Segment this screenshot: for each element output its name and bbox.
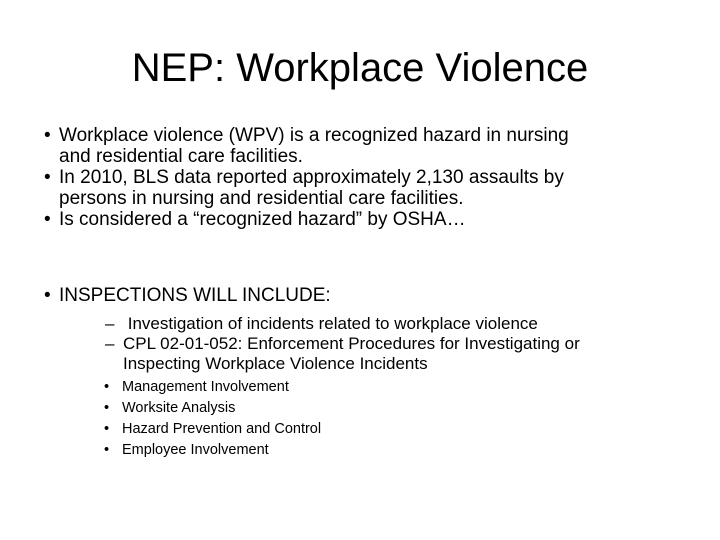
bullet-text-line: In 2010, BLS data reported approximately 2,130 assaults by (59, 167, 564, 188)
sub-sub-item-text: Employee Involvement (122, 442, 269, 458)
spacer (44, 230, 684, 285)
dash-marker: – (105, 334, 115, 353)
spacer (44, 306, 684, 314)
sub-item-text-line: Investigation of incidents related to workplace violence (123, 314, 538, 333)
bullet-text-line: Workplace violence (WPV) is a recognized hazard in nursing (59, 125, 569, 146)
bullet-text-line: and residential care facilities. (59, 146, 303, 167)
dash-marker: – (105, 314, 115, 333)
dot-marker: • (104, 421, 110, 437)
bullet-recognized-hazard (44, 209, 684, 230)
sub-sub-item-worksite (104, 398, 684, 419)
sub-item-investigation (105, 314, 684, 334)
bullet-text-line: Is considered a “recognized hazard” by OSHA… (59, 209, 466, 230)
dot-marker: • (104, 400, 110, 416)
bullet-text-line: persons in nursing and residential care facilities. (59, 188, 464, 209)
bullet-inspections-heading (44, 285, 684, 306)
sub-sub-item-employee (104, 440, 684, 461)
sub-sub-item-text: Hazard Prevention and Control (122, 421, 322, 437)
slide-title: NEP: Workplace Violence (131, 46, 589, 90)
bullet-wpv-hazard (44, 125, 684, 167)
sub-sub-item-text: Management Involvement (122, 379, 289, 395)
slide-body (44, 125, 684, 461)
dot-marker: • (104, 379, 110, 395)
sub-item-cpl-directive (105, 334, 684, 374)
sub-sub-item-text: Worksite Analysis (122, 400, 236, 416)
sub-item-text-line: Inspecting Workplace Violence Incidents (123, 354, 428, 373)
bullet-text-line: INSPECTIONS WILL INCLUDE: (59, 285, 331, 306)
bullet-marker: • (44, 209, 51, 230)
sub-sub-item-hazard-prevention (104, 419, 684, 440)
bullet-marker: • (44, 125, 51, 146)
sub-item-text-line: CPL 02-01-052: Enforcement Procedures for Investigating or (123, 334, 580, 353)
bullet-marker: • (44, 167, 51, 188)
bullet-bls-data (44, 167, 684, 209)
dot-marker: • (104, 442, 110, 458)
sub-sub-item-management (104, 377, 684, 398)
bullet-marker: • (44, 285, 51, 306)
